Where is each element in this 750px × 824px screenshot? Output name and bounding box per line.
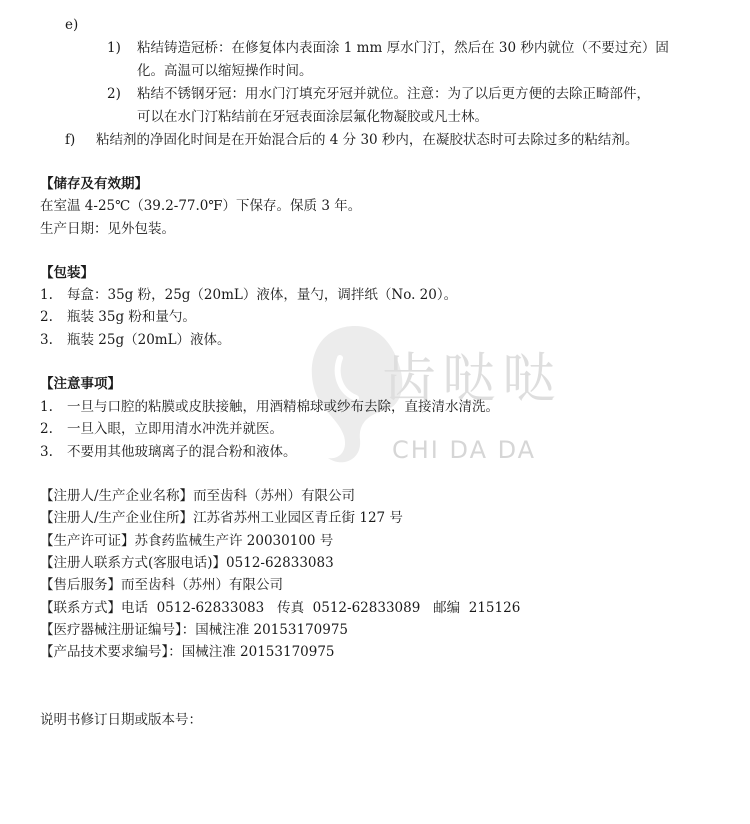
watermark-brand-cn: 齿哒哒: [382, 347, 562, 410]
usage-e-marker: e): [65, 17, 79, 33]
registration-value: 江苏省苏州工业园区青丘街 127 号: [193, 510, 403, 526]
storage-line: 在室温 4-25℃（39.2-77.0℉）下保存。保质 3 年。: [40, 198, 362, 214]
precautions-item-text: 不要用其他玻璃离子的混合粉和液体。: [67, 444, 297, 460]
registration-value: 电话 0512-62833083 传真 0512-62833089 邮编 215126: [121, 600, 521, 616]
registration-value: 而至齿科（苏州）有限公司: [121, 577, 283, 593]
precautions-heading: 【注意事项】: [40, 376, 121, 392]
precautions-item-num: 2.: [40, 421, 53, 437]
watermark-brand-en: CHI DA DA: [392, 436, 537, 464]
usage-e-item-line: 粘结铸造冠桥：在修复体内表面涂 1 mm 厚水门汀，然后在 30 秒内就位（不要过充）固: [137, 40, 669, 56]
registration-row: [40, 554, 334, 572]
registration-row: [40, 532, 333, 550]
usage-f-marker: f): [65, 132, 76, 148]
packaging-item-text: 瓶装 35g 粉和量勺。: [67, 309, 196, 325]
precautions-item-text: 一旦入眼，立即用清水冲洗并就医。: [67, 421, 283, 437]
registration-value: 苏食药监械生产许 20030100 号: [134, 533, 334, 549]
registration-value: 国械注准 20153170975: [181, 644, 335, 660]
registration-row: [40, 643, 335, 661]
registration-label: 【注册人/生产企业住所】: [40, 510, 194, 526]
registration-value: 0512-62833083: [226, 555, 334, 571]
registration-label: 【注册人联系方式(客服电话)】: [40, 555, 227, 571]
registration-row: [40, 509, 403, 527]
registration-row: [40, 576, 283, 594]
packaging-item-num: 2.: [40, 309, 53, 325]
revision-label: 说明书修订日期或版本号：: [40, 712, 202, 728]
registration-row: [40, 621, 348, 639]
precautions-item-num: 3.: [40, 444, 53, 460]
usage-e-item-line: 化。高温可以缩短操作时间。: [137, 63, 313, 79]
registration-row: [40, 599, 520, 617]
usage-f-text: 粘结剂的净固化时间是在开始混合后的 4 分 30 秒内，在凝胶状态时可去除过多的粘结剂。: [96, 132, 639, 148]
precautions-item-text: 一旦与口腔的粘膜或皮肤接触，用酒精棉球或纱布去除，直接清水清洗。: [67, 399, 499, 415]
packaging-item-num: 1.: [40, 287, 53, 303]
registration-label: 【生产许可证】: [40, 533, 135, 549]
registration-label: 【联系方式】: [40, 600, 121, 616]
packaging-item-text: 瓶装 25g（20mL）液体。: [67, 332, 231, 348]
packaging-heading: 【包装】: [40, 265, 94, 281]
usage-e-item-line: 粘结不锈钢牙冠：用水门汀填充牙冠并就位。注意：为了以后更方便的去除正畸部件，: [137, 86, 650, 102]
precautions-item-num: 1.: [40, 399, 53, 415]
registration-label: 【产品技术要求编号】：: [40, 644, 182, 660]
usage-e-item-num: 2): [107, 86, 121, 102]
registration-label: 【注册人/生产企业名称】: [40, 488, 194, 504]
packaging-item-num: 3.: [40, 332, 53, 348]
usage-e-item-line: 可以在水门汀粘结前在牙冠表面涂层氟化物凝胶或凡士林。: [137, 109, 488, 125]
registration-value: 国械注准 20153170975: [195, 622, 349, 638]
usage-e-item-num: 1): [107, 40, 121, 56]
registration-row: [40, 487, 355, 505]
registration-value: 而至齿科（苏州）有限公司: [193, 488, 356, 504]
storage-line: 生产日期：见外包装。: [40, 221, 175, 237]
packaging-item-text: 每盒：35g 粉，25g（20mL）液体，量勺，调拌纸（No. 20）。: [67, 287, 458, 303]
storage-heading: 【储存及有效期】: [40, 176, 148, 192]
registration-label: 【售后服务】: [40, 577, 121, 593]
registration-label: 【医疗器械注册证编号】：: [40, 622, 196, 638]
